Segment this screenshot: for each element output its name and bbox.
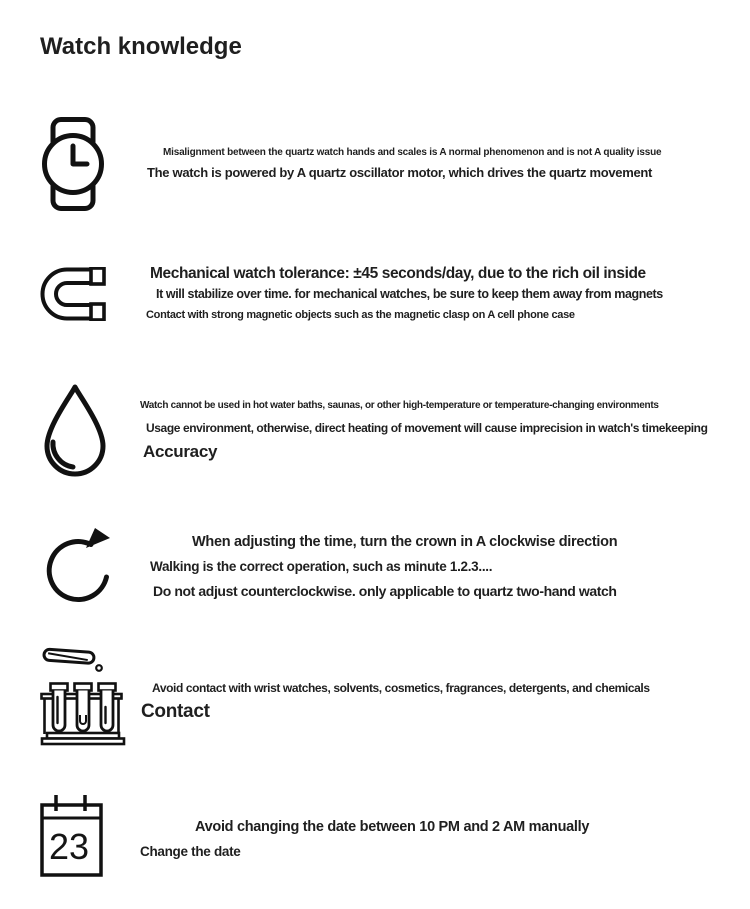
water-drop-icon <box>40 382 140 480</box>
info-line: The watch is powered by A quartz oscillator motor, which drives the quartz movement <box>147 165 653 181</box>
magnet-icon <box>40 267 140 321</box>
wristwatch-icon <box>40 117 140 211</box>
section-text-block <box>140 400 740 463</box>
section-text-block <box>140 147 740 181</box>
info-line: Avoid changing the date between 10 PM and 2 AM manually <box>195 819 590 836</box>
section-magnetism <box>40 267 740 321</box>
clockwise-rotation-icon-svg <box>46 525 116 609</box>
section-text-block <box>140 681 740 724</box>
section-quartz-movement <box>40 117 740 211</box>
water-drop-icon-svg <box>40 382 110 480</box>
clockwise-rotation-icon <box>40 525 140 609</box>
info-line: Walking is the correct operation, such as minute 1.2.3.... <box>150 559 493 575</box>
section-text-block <box>140 265 740 323</box>
wristwatch-icon-svg <box>40 117 106 211</box>
test-tubes-icon-svg <box>40 645 126 747</box>
info-line: It will stabilize over time. for mechanical watches, be sure to keep them away from magnets <box>156 287 663 302</box>
section-text-block <box>140 819 740 860</box>
page-title: Watch knowledge <box>40 33 242 60</box>
calendar-icon-svg <box>40 795 103 877</box>
section-adjust-time <box>40 525 740 609</box>
section-change-date <box>40 795 740 877</box>
calendar-icon <box>40 795 140 877</box>
info-line: Usage environment, otherwise, direct heating of movement will cause imprecision in watch's timekeeping <box>146 420 708 435</box>
info-line: Accuracy <box>143 441 218 461</box>
section-contact <box>40 645 740 747</box>
test-tubes-icon <box>40 645 140 747</box>
info-line: When adjusting the time, turn the crown in A clockwise direction <box>192 534 618 551</box>
section-text-block <box>140 534 740 599</box>
info-line: Do not adjust counterclockwise. only applicable to quartz two-hand watch <box>153 582 617 599</box>
info-line: Contact <box>141 701 210 723</box>
magnet-icon-svg <box>40 267 107 321</box>
info-line: Avoid contact with wrist watches, solvents, cosmetics, fragrances, detergents, and chemicals <box>152 680 650 695</box>
info-line: Change the date <box>140 844 241 860</box>
info-line: Misalignment between the quartz watch hands and scales is A normal phenomenon and is not A quality issue <box>163 146 662 158</box>
section-accuracy <box>40 382 740 480</box>
info-line: Watch cannot be used in hot water baths, saunas, or other high-temperature or temperature-changing environments <box>140 399 659 411</box>
info-line: Mechanical watch tolerance: ±45 seconds/day, due to the rich oil inside <box>150 265 646 283</box>
info-line: Contact with strong magnetic objects such as the magnetic clasp on A cell phone case <box>146 309 575 322</box>
calendar-day-number: 23 <box>48 826 90 867</box>
